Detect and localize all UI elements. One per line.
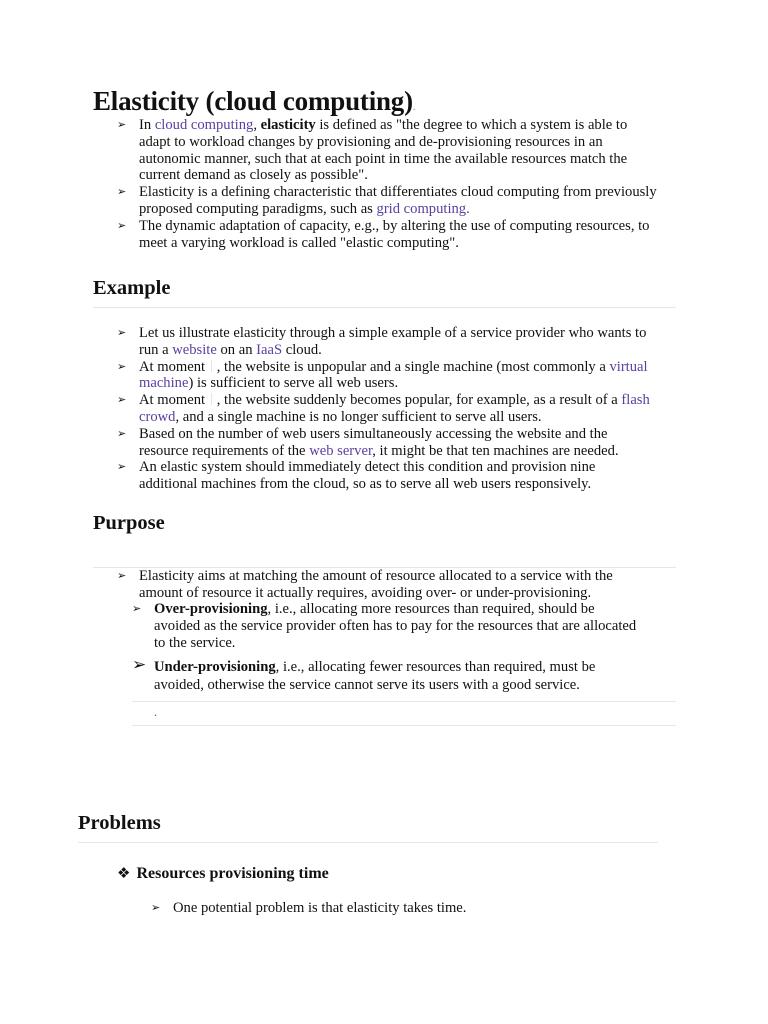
- arrow-bullet-icon: ➢: [117, 185, 127, 199]
- purpose-end-divider: [132, 725, 676, 726]
- list-item: ➢ Elasticity is a defining characteristic that differentiates cloud computing from previously proposed computing paradigms, such as grid computing.: [117, 184, 657, 217]
- arrow-bullet-icon: ➢: [117, 218, 127, 232]
- iaas-link[interactable]: IaaS: [256, 341, 283, 358]
- list-item: ➢ Let us illustrate elasticity through a simple example of a service provider who wants to run a website on an IaaS cloud.: [117, 325, 647, 358]
- purpose-list: [117, 568, 657, 602]
- intro-list: [117, 117, 662, 251]
- arrow-bullet-icon: ➢: [132, 655, 147, 675]
- arrow-bullet-icon: ➢: [117, 326, 127, 339]
- arrow-bullet-icon: ➢: [117, 426, 127, 440]
- arrow-bullet-icon: ➢: [117, 393, 127, 407]
- grid-computing-link[interactable]: grid computing: [376, 200, 467, 217]
- web-server-link[interactable]: web server: [309, 442, 373, 459]
- missing-formula-placeholder: [211, 393, 215, 405]
- arrow-bullet-icon: ➢: [117, 460, 127, 474]
- page-title: Elasticity (cloud computing).: [93, 86, 416, 116]
- example-list: [117, 325, 657, 493]
- list-item: ➢ Elasticity aims at matching the amount of resource allocated to a service with the amount of resource it actually requires, avoiding over- or under-provisioning.: [117, 568, 613, 601]
- example-divider: [93, 307, 676, 308]
- diamond-bullet-icon: ❖: [117, 864, 131, 882]
- provisioning-time-heading: ❖ Resources provisioning time: [117, 864, 329, 882]
- title-trailing-dot: .: [412, 102, 416, 113]
- example-heading: Example: [93, 277, 171, 299]
- arrow-bullet-icon: ➢: [117, 118, 127, 131]
- problems-divider: [78, 842, 658, 843]
- list-item: ➢ Under-provisioning, i.e., allocating fewer resources than required, must be avoided, otherwise the service cannot serve its users with a good service.: [132, 655, 596, 693]
- virtual-machine-link[interactable]: virtual machine: [139, 358, 648, 392]
- list-item: ➢ In cloud computing, elasticity is defined as "the degree to which a system is able to adapt to workload changes by provisioning and de-provisioning resources in an autonomic manner, such that at each point in time the available resources match the current demand as closely as possible".: [117, 117, 628, 184]
- list-item: ➢ At moment , the website is unpopular and a single machine (most commonly a virtual machine) is sufficient to serve all web users.: [117, 358, 648, 392]
- website-link[interactable]: website: [172, 341, 217, 358]
- list-item: ➢ Based on the number of web users simultaneously accessing the website and the resource requirements of the web server, it might be that ten machines are needed.: [117, 425, 619, 459]
- purpose-sub-list-2: [132, 655, 642, 694]
- list-item: ➢ The dynamic adaptation of capacity, e.g., by altering the use of computing resources, to meet a varying workload is called "elastic computing".: [117, 217, 650, 251]
- arrow-bullet-icon: ➢: [151, 901, 161, 914]
- missing-formula-placeholder: [211, 360, 215, 372]
- flash-crowd-link[interactable]: flash crowd: [139, 392, 650, 425]
- problems-list: [151, 900, 651, 917]
- list-item: ➢ Over-provisioning, i.e., allocating more resources than required, should be avoided as the service provider often has to pay for the resources that are allocated to the service.: [132, 601, 637, 651]
- cloud-computing-link[interactable]: cloud computing: [154, 117, 254, 133]
- purpose-sub-list: [132, 601, 642, 651]
- list-item: ➢ An elastic system should immediately detect this condition and provision nine additional machines from the cloud, so as to serve all web users responsively.: [117, 459, 596, 493]
- arrow-bullet-icon: ➢: [117, 569, 127, 582]
- purpose-sub-divider: [132, 701, 676, 702]
- purpose-heading: Purpose: [93, 512, 165, 534]
- problems-heading: Problems: [78, 812, 161, 834]
- list-item: ➢ At moment , the website suddenly becomes popular, for example, as a result of a flash crowd, and a single machine is no longer sufficient to serve all users.: [117, 392, 650, 425]
- arrow-bullet-icon: ➢: [117, 359, 127, 373]
- arrow-bullet-icon: ➢: [132, 602, 142, 615]
- list-item: ➢ One potential problem is that elasticity takes time.: [151, 900, 467, 916]
- trailing-dot: .: [154, 705, 157, 719]
